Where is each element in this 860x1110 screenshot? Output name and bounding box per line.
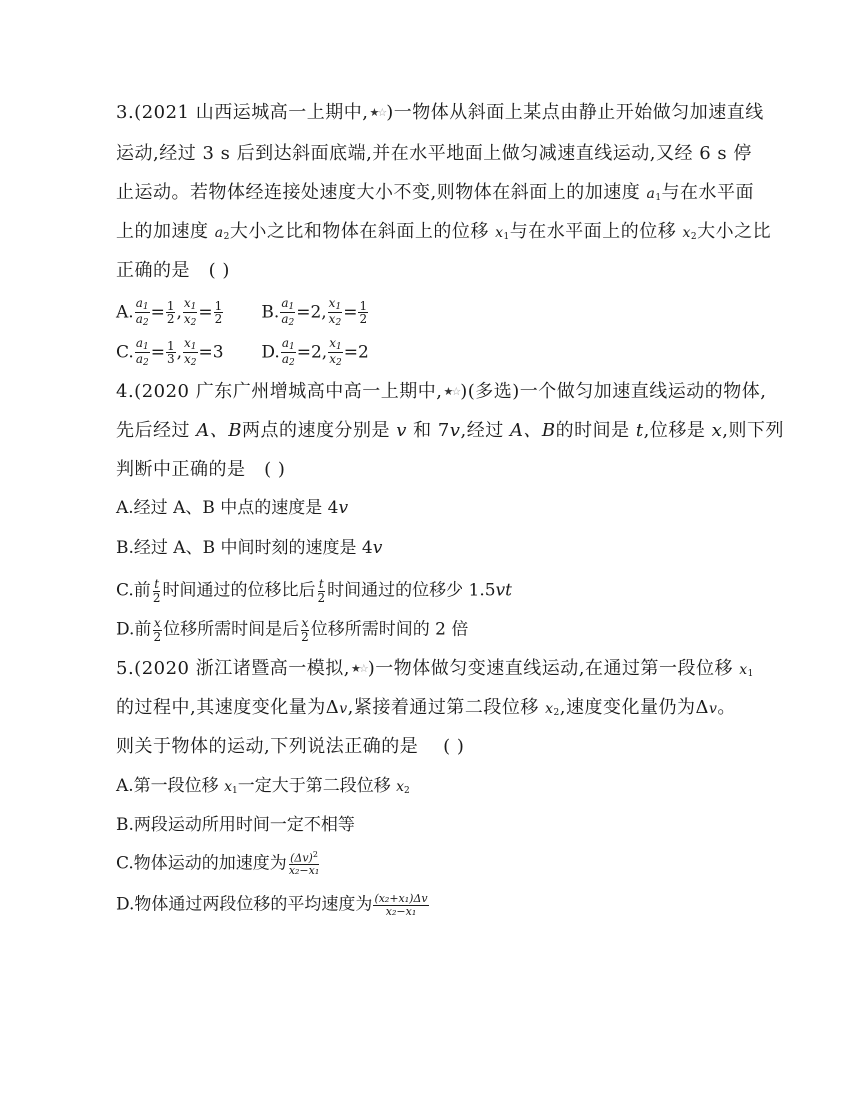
- q3-options-row-1: [116, 297, 401, 329]
- q4-line-3: 判断中正确的是 ( ): [116, 459, 286, 480]
- q4-option-d[interactable]: D.前 $\frac{x}{2}$ 位移所需时间是后 $\frac{x}{2}$ 位移所需时间的 2 倍: [116, 616, 469, 644]
- q4-option-c[interactable]: C.前 $\frac{t}{2}$ 时间通过的位移比后 $\frac{t}{2}$ 时间通过的位移少 1.5vt: [116, 577, 512, 605]
- q5-option-b[interactable]: B.两段运动所用时间一定不相等: [116, 815, 355, 835]
- q4-option-a[interactable]: A.经过 A、B 中点的速度是 4v: [116, 498, 349, 518]
- q3-line-4: 上的加速度 $a_2$大小之比和物体在斜面上的位移 $x_1$与在水平面上的位移 $x_2$大小之比: [116, 221, 772, 242]
- q5-option-c[interactable]: C.物体运动的加速度为 $\frac{(\Delta v)^2}{\text{x₂−x₁}}$: [116, 850, 320, 878]
- q3-options-row-2: [116, 337, 401, 369]
- q4-option-b[interactable]: B.经过 A、B 中间时刻的速度是 4v: [116, 538, 383, 558]
- q3-line-1: 3.(2021 山西运城高一上期中,★☆)一物体从斜面上某点由静止开始做匀加速直线: [116, 102, 764, 123]
- q3-line-3: 止运动。若物体经连接处速度大小不变,则物体在斜面上的加速度 $a_1$与在水平面: [116, 182, 755, 203]
- difficulty-stars-icon: ★☆: [350, 662, 367, 675]
- q5-line-3: 则关于物体的运动,下列说法正确的是 ( ): [116, 736, 465, 757]
- q5-option-a[interactable]: A.第一段位移 $x_1$一定大于第二段位移 $x_2$: [116, 776, 410, 796]
- q5-option-d[interactable]: D.物体通过两段位移的平均速度为 $\frac{\text{(x₂+x₁)Δv}}{\text{x₂−x₁}}$: [116, 892, 428, 918]
- q3-line-2: 运动,经过 3 s 后到达斜面底端,并在水平地面上做匀减速直线运动,又经 6 s 停: [116, 143, 752, 164]
- q3-line-5: 正确的是 ( ): [116, 260, 230, 281]
- q5-line-1: 5.(2020 浙江诸暨高一模拟,★☆)一物体做匀变速直线运动,在通过第一段位移 $x_1$: [116, 658, 754, 679]
- difficulty-stars-icon: ★☆: [369, 106, 386, 119]
- q4-line-2: 先后经过 A、B两点的速度分别是 v 和 7v,经过 A、B的时间是 t,位移是 x,则下列: [116, 420, 784, 441]
- q5-line-2: 的过程中,其速度变化量为Δv,紧接着通过第二段位移 $x_2$,速度变化量仍为Δv。: [116, 697, 736, 718]
- q3-option-c[interactable]: C. $\frac{a_1}{a_2}$ = $\frac{1}{3}$ , $\frac{x_1}{x_2}$ =3: [116, 336, 224, 369]
- q4-line-1: 4.(2020 广东广州增城高中高一上期中,★☆)(多选)一个做匀加速直线运动的物体,: [116, 381, 767, 402]
- q3-option-d[interactable]: D. $\frac{a_1}{a_2}$ =2, $\frac{x_1}{x_2}$ =2: [261, 336, 369, 369]
- q3-option-b[interactable]: B. $\frac{a_1}{a_2}$ =2, $\frac{x_1}{x_2}$ = $\frac{1}{2}$: [261, 296, 368, 329]
- q3-option-a[interactable]: A. $\frac{a_1}{a_2}$ = $\frac{1}{2}$ , $\frac{x_1}{x_2}$ = $\frac{1}{2}$: [116, 296, 223, 329]
- difficulty-stars-icon: ★☆: [443, 385, 460, 398]
